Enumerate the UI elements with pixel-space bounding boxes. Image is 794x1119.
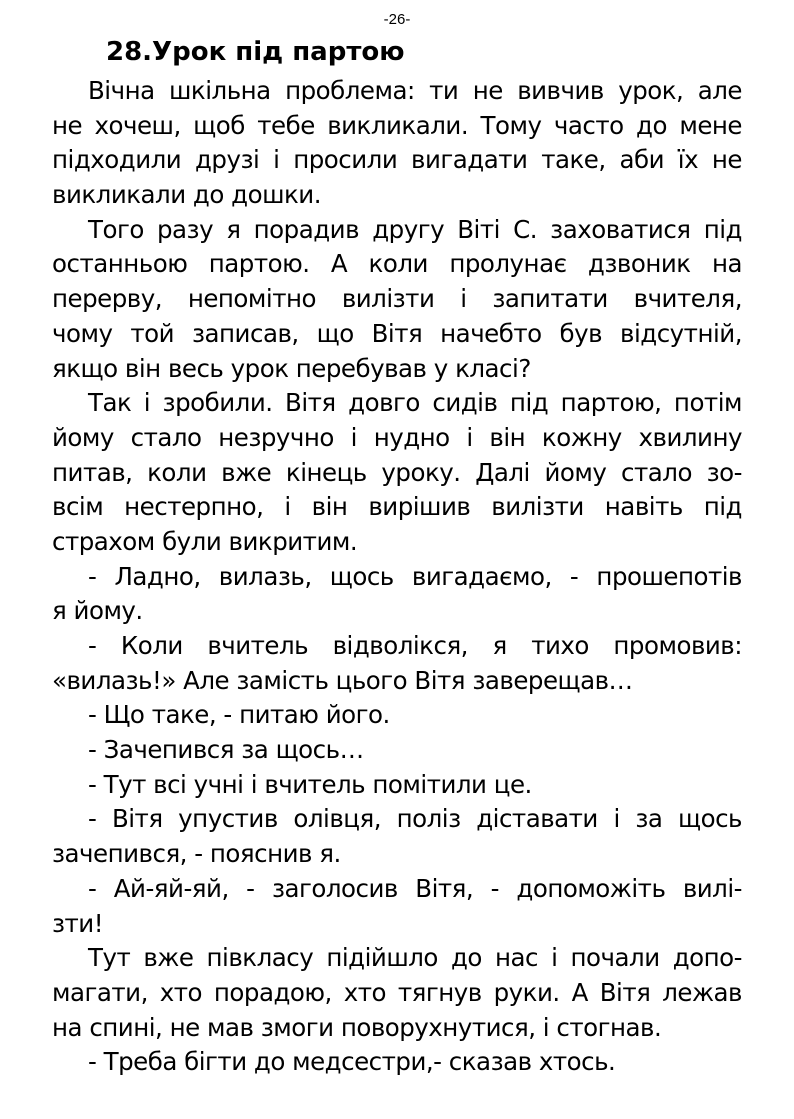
text-line: - Треба бігти до медсестри,- сказав хтось. [88,1047,616,1077]
text-line: на спині, не мав змоги поворухнутися, і стогнав. [52,1012,662,1042]
body-text [52,74,742,1080]
text-line: зачепився, - пояснив я. [52,839,341,869]
text-line: перерву, непомітно вилізти і запитати вчителя, [52,284,742,314]
text-line: я йому. [52,596,143,626]
text-line: Вічна шкільна проблема: ти не вивчив урок, але [88,76,742,105]
chapter-title: 28.Урок під партою [106,37,405,67]
text-line: «вилазь!» Але замість цього Вітя заверещав… [52,665,633,695]
text-line: не хочеш, щоб тебе викликали. Тому часто до мене [52,110,742,140]
text-line: Того разу я порадив другу Віті С. заховатися під [88,214,742,244]
text-line: - Коли вчитель відволікся, я тихо промовив: [88,631,742,660]
text-line: останньою партою. А коли пролунає дзвоник на [52,249,742,279]
text-line: - Вітя упустив олівця, поліз діставати і за щось [88,804,742,834]
text-line: зти! [52,908,104,938]
text-line: йому стало незручно і нудно і він кожну хвилину [52,422,742,452]
text-line: - Зачепився за щось… [88,735,364,765]
text-line: Тут вже півкласу підійшло до нас і почали допо- [88,943,742,973]
text-line: викликали до дошки. [52,180,321,210]
text-line: всім нестерпно, і він вирішив вилізти навіть під [52,492,742,522]
text-line: підходили друзі і просили вигадати таке, аби їх не [52,145,742,175]
text-line: чому той записав, що Вітя начебто був відсутній, [52,318,742,348]
page-number: -26- [383,11,411,28]
text-line: - Ай-яй-яй, - заголосив Вітя, - допоможіть вилі- [88,873,742,903]
text-line: питав, коли вже кінець уроку. Далі йому стало зо- [52,457,742,487]
text-line: - Що таке, - питаю його. [88,700,390,730]
text-line: Так і зробили. Вітя довго сидів під партою, потім [88,388,742,418]
text-line: - Тут всі учні і вчитель помітили це. [88,769,532,799]
text-line: страхом були викритим. [52,526,358,556]
text-line: якщо він весь урок перебував у класі? [52,353,531,383]
text-line: - Ладно, вилазь, щось вигадаємо, - прошепотів [88,561,742,591]
text-line: магати, хто порадою, хто тягнув руки. А Вітя лежав [52,977,742,1007]
